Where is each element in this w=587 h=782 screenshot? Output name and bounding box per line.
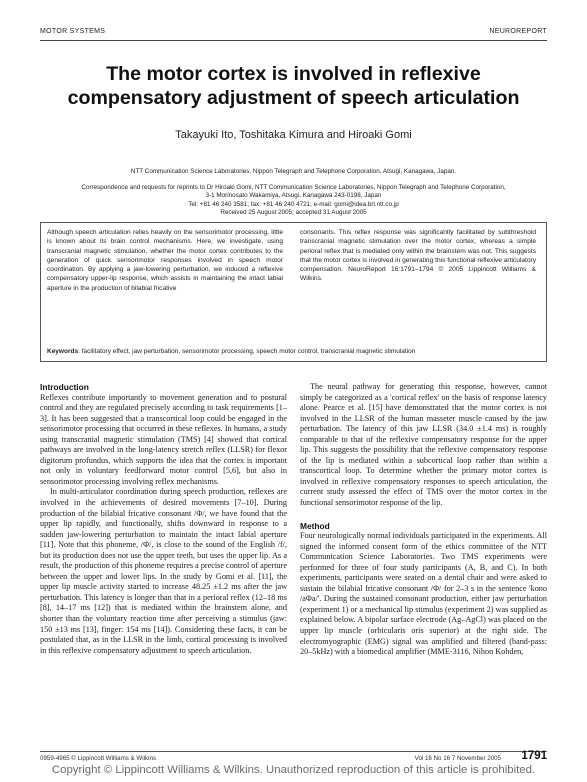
correspondence-line1: Correspondence and requests for reprints to Dr Hiroaki Gomi, NTT Communication Science Laboratories, Nippon Telegraph and Telephone Corporation,	[81, 184, 506, 191]
footer-issn: 0959-4965 © Lippincott Williams & Wilkins	[40, 755, 156, 762]
keywords	[47, 348, 542, 355]
body-column-left	[40, 382, 287, 656]
correspondence-line2: 3-1 Morinosato Wakamiya, Atsugi, Kanagawa 243-0198, Japan	[205, 192, 382, 200]
body-column-right	[300, 382, 547, 658]
article-title-line1: The motor cortex is involved in reflexive	[106, 63, 481, 85]
header-rule	[40, 40, 547, 41]
abstract-right: consonants. This reflex response was significantly facilitated by subthreshold transcranial magnetic stimulation over the motor cortex, whereas a simple perioral reflex that is mediated only within the brainstem was not. This suggests that the motor cortex is involved in generating this functional reflexive articulatory compensation. NeuroReport 16:1791–1794 © 2005 Lippincott Williams & Wilkins.	[300, 229, 536, 283]
article-title	[40, 62, 547, 110]
abstract-left: Although speech articulation relies heavily on the sensorimotor processing, little is known about its brain control mechanisms. Here, we investigate, using transcranial magnetic stimulation, whether the motor cortex contributes to the generation of quick sensorimotor responses involved in speech motor coordination. By applying a jaw-lowering perturbation, we induced a reflexive compensatory upper-lip response, which assists in maintaining the intact labial aperture in the production of bilabial fricative	[47, 229, 283, 292]
keywords-label: Keywords	[47, 348, 79, 355]
affiliation: NTT Communication Science Laboratories, Nippon Telegraph and Telephone Corporation, Atsugi, Kanagawa, Japan.	[130, 168, 457, 175]
footer-rule	[40, 751, 547, 752]
correspondence	[40, 184, 547, 209]
keywords-text: : facilitatory effect, jaw perturbation, sensorimotor processing, speech motor control, transcranial magnetic stimulation	[78, 348, 416, 355]
correspondence-line3: Tel: +81 46 240 3581; fax: +81 46 240 4721; e-mail: gomi@idea.brl.ntt.co.jp	[188, 200, 399, 208]
method-heading: Method	[300, 520, 330, 531]
introduction-paragraph-1: Reflexes contribute importantly to movement generation and to postural control and they are regulated precisely according to task requirements [1–3]. It has been suggested that a transcortical loop could be engaged in the sensorimotor processing that occurred in these reflexes. In humans, a study using transcranial magnetic stimulation (TMS) [4] showed that cortical pathways are involved in the long-latency stretch reflex (LLSR) for flexor digitorum profundus, which supports the idea that the cortex is important not only in voluntary feedforward motor control [5,6], but also in sensorimotor processing involving reflex mechanisms.	[40, 392, 287, 486]
running-header-journal: NEUROREPORT	[489, 28, 547, 35]
introduction-paragraph-2: In multi-articulator coordination during speech production, reflexes are involved in the achievements of desired movements [7–10]. During production of the bilabial fricative consonant /Φ/, we have found that the upper lip rapidly, and functionally, shifts downward in response to a sudden jaw-lowering perturbation to maintain the intact labial aperture [11]. Note that this phoneme, /Φ/, is close to the sound of the English /f/, but its production does not use the upper teeth, but uses the upper lip. As a result, the production of this phoneme requires a precise control of aperture between the upper and lower lips. In the study by Gomi et al. [11], the upper lip muscle activity started to increase 48.25 ±1.2 ms after the jaw perturbation. This latency is longer than that in a perioral reflex (12–18 ms [8], 14–17 ms [12]) that is mediated within the brainstem alone, and shorter than the voluntary reaction time after perceiving a stimulus (jaw: 150 ±13 ms [13], finger: 154 ms [14]). Considering these facts, it can be postulated that, as in the LLSR in the limb, cortical processing is involved in this reflexive compensatory adjustment to speech articulation.	[40, 487, 287, 655]
method-paragraph-1: Four neurologically normal individuals participated in the experiments. All signed the informed consent form of the ethics committee of the NTT Communication Science Laboratories. Two TMS experiments were performed for three of four study participants (A, B, and C). In both experiments, participants were seated on a dental chair and were asked to sustain the bilabial fricative consonant /Φ/ for 2–3 s in the sentence 'kono /aΦa/'. During the sustained consonant production, either jaw perturbation (experiment 1) or a mechanical lip stimulus (experiment 2) was supplied as explained below. A bipolar surface electrode (Ag–AgCl) was placed on the upper lip muscle (orbicularis oris superior) at the right side. The electromyographic (EMG) signal was amplified and filtered (band-pass: 20–5kHz) with a biomedical amplifier (MME-3116, Nihon Kohden,	[300, 531, 547, 657]
page-number: 1791	[521, 750, 547, 762]
article-title-line2: compensatory adjustment of speech articulation	[67, 87, 520, 109]
introduction-heading: Introduction	[40, 382, 89, 392]
authors: Takayuki Ito, Toshitaka Kimura and Hiroaki Gomi	[175, 129, 412, 141]
footer-volume: Vol 16 No 16 7 November 2005	[414, 755, 501, 762]
copyright-notice: Copyright © Lippincott Williams & Wilkins. Unauthorized reproduction of this article is prohibited.	[0, 764, 587, 782]
running-header-section: MOTOR SYSTEMS	[40, 28, 106, 35]
received-dates: Received 25 August 2005; accepted 31 August 2005	[220, 209, 367, 216]
right-paragraph-1: The neural pathway for generating this response, however, cannot simply be categorized as a 'cortical reflex' on the basis of response latency alone. Pearce et al. [15] have demonstrated that the motor cortex is not involved in the LLSR of the human masseter muscle caused by the jaw perturbation. The latency of this jaw LLSR (34.0 ±1.4 ms) is roughly comparable to that of the reflexive compensatory response for the upper lip. This suggests the possibility that the reflexive compensatory response of the lip is mediated within a subcortical loop rather than within a transcortical loop. To determine whether the primary motor cortex is involved in reflexive compensatory responses to speech articulation, the current study assessed the effect of TMS over the motor cortex in the functional sensorimotor response of the lip.	[300, 382, 547, 508]
